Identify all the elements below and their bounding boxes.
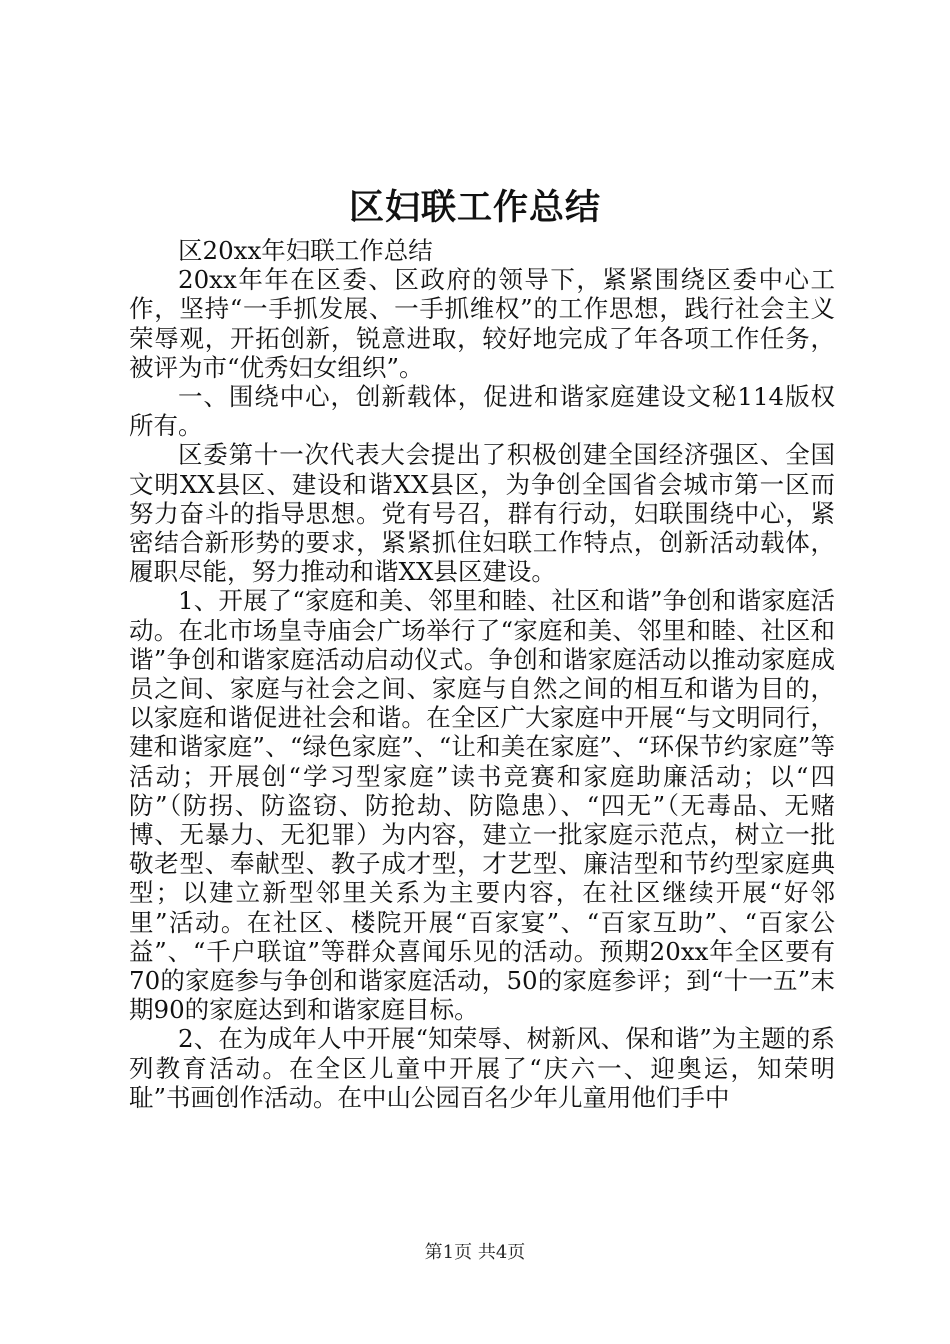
document-title: 区妇联工作总结	[348, 187, 601, 228]
document-body	[129, 236, 835, 1112]
page-number-footer: 第1页 共4页	[424, 1242, 526, 1263]
paragraph-section-heading: 一、围绕中心，创新载体，促进和谐家庭建设文秘114版权所有。	[129, 382, 835, 441]
paragraph-section-body: 区委第十一次代表大会提出了积极创建全国经济强区、全国文明XX县区、建设和谐XX县区，为争创全国省会城市第一区而努力奋斗的指导思想。党有号召，群有行动，妇联围绕中心，紧密结合新形势的要求，紧紧抓住妇联工作特点，创新活动载体，履职尽能，努力推动和谐XX县区建设。	[129, 440, 835, 587]
paragraph-item-2: 2、在为成年人中开展“知荣辱、树新风、保和谐”为主题的系列教育活动。在全区儿童中开展了“庆六一、迎奥运，知荣明耻”书画创作活动。在中山公园百名少年儿童用他们手中	[129, 1024, 835, 1112]
paragraph-item-1: 1、开展了“家庭和美、邻里和睦、社区和谐”争创和谐家庭活动。在北市场皇寺庙会广场举行了“家庭和美、邻里和睦、社区和谐”争创和谐家庭活动启动仪式。争创和谐家庭活动以推动家庭成员之间、家庭与社会之间、家庭与自然之间的相互和谐为目的，以家庭和谐促进社会和谐。在全区广大家庭中开展“与文明同行，建和谐家庭”、“绿色家庭”、“让和美在家庭”、“环保节约家庭”等活动；开展创“学习型家庭”读书竞赛和家庭助廉活动；以“四防”（防拐、防盗窃、防抢劫、防隐患）、“四无”（无毒品、无赌博、无暴力、无犯罪）为内容，建立一批家庭示范点，树立一批敬老型、奉献型、教子成才型，才艺型、廉洁型和节约型家庭典型；以建立新型邻里关系为主要内容，在社区继续开展“好邻里”活动。在社区、楼院开展“百家宴”、“百家互助”、“百家公益”、“千户联谊”等群众喜闻乐见的活动。预期20xx年全区要有70的家庭参与争创和谐家庭活动，50的家庭参评；到“十一五”末期90的家庭达到和谐家庭目标。	[129, 586, 835, 1025]
paragraph-intro: 20xx年年在区委、区政府的领导下，紧紧围绕区委中心工作，坚持“一手抓发展、一手抓维权”的工作思想，践行社会主义荣辱观，开拓创新，锐意进取，较好地完成了年各项工作任务，被评为市“优秀妇女组织”。	[129, 265, 835, 382]
paragraph-subtitle: 区20xx年妇联工作总结	[178, 236, 433, 265]
